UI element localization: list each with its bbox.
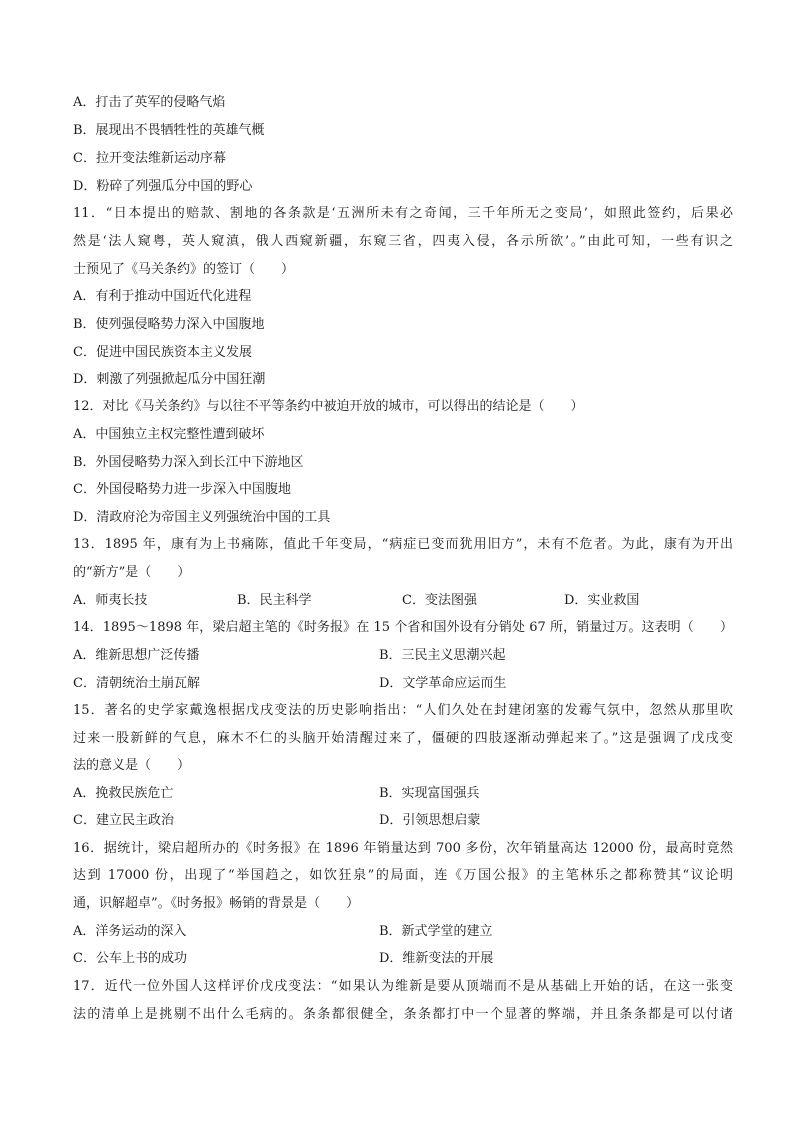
q13-stem-line-2: 的“新方”是（ ） bbox=[73, 565, 191, 580]
q15-option-c[interactable]: C．建立民主政治 bbox=[73, 813, 174, 828]
q12-option-c[interactable]: C．外国侵略势力进一步深入中国腹地 bbox=[73, 482, 291, 497]
q15-option-b[interactable]: B．实现富国强兵 bbox=[379, 786, 480, 801]
q15-stem-line-1: 15．著名的史学家戴逸根据戊戌变法的历史影响指出：“人们久处在封建闭塞的发霉气氛中，忽然从那里吹 bbox=[73, 703, 733, 718]
q14-option-d[interactable]: D．文学革命应运而生 bbox=[379, 676, 507, 691]
q13-option-d[interactable]: D．实业救国 bbox=[564, 593, 640, 608]
q11-stem-line-2: 然是‘法人窥粤，英人窥滇，俄人西窥新疆，东窥三省，四夷入侵，各示所欲’。”由此可知，一些有识之 bbox=[73, 234, 733, 249]
q12-option-d[interactable]: D．清政府沦为帝国主义列强统治中国的工具 bbox=[73, 510, 331, 525]
q16-option-a[interactable]: A．洋务运动的深入 bbox=[73, 924, 187, 939]
q11-stem-line-1: 11．“日本提出的赔款、割地的各条款是‘五洲所未有之奇闻，三千年所无之变局’，如照此签约，后果必 bbox=[73, 206, 733, 221]
q14-option-a[interactable]: A．维新思想广泛传播 bbox=[73, 648, 200, 663]
q15-stem-line-3: 法的意义是（ ） bbox=[73, 758, 191, 773]
q13-option-a[interactable]: A．师夷长技 bbox=[73, 593, 148, 608]
q11-option-b[interactable]: B．使列强侵略势力深入中国腹地 bbox=[73, 317, 265, 332]
q13-option-c[interactable]: C．变法图强 bbox=[402, 593, 477, 608]
q16-stem-line-1: 16．据统计，梁启超所办的《时务报》在 1896 年销量达到 700 多份，次年销量高达 12000 份，最高时竟然 bbox=[73, 841, 733, 856]
q10-option-d[interactable]: D．粉碎了列强瓜分中国的野心 bbox=[73, 179, 253, 194]
q16-option-b[interactable]: B．新式学堂的建立 bbox=[379, 924, 493, 939]
q14-stem-line-1: 14．1895～1898 年，梁启超主笔的《时务报》在 15 个省和国外设有分销处 67 所，销量过万。这表明（ ） bbox=[73, 620, 733, 635]
q11-option-c[interactable]: C．促进中国民族资本主义发展 bbox=[73, 345, 252, 360]
q16-option-c[interactable]: C．公车上书的成功 bbox=[73, 951, 187, 966]
q15-stem-line-2: 过来一股新鲜的气息，麻木不仁的头脑开始清醒过来了，僵硬的四肢逐渐动弹起来了。”这是强调了戊戌变 bbox=[73, 731, 733, 746]
q11-option-a[interactable]: A．有利于推动中国近代化进程 bbox=[73, 289, 252, 304]
q14-option-b[interactable]: B．三民主义思潮兴起 bbox=[379, 648, 506, 663]
q12-option-b[interactable]: B．外国侵略势力深入到长江中下游地区 bbox=[73, 455, 304, 470]
q10-option-a[interactable]: A．打击了英军的侵略气焰 bbox=[73, 95, 226, 110]
q11-option-d[interactable]: D．刺激了列强掀起瓜分中国狂潮 bbox=[73, 372, 266, 387]
q15-option-d[interactable]: D．引领思想启蒙 bbox=[379, 813, 481, 828]
q16-stem-line-2: 达到 17000 份，出现了“举国趋之，如饮狂泉”的局面，连《万国公报》的主笔林乐之都称赞其“议论明 bbox=[73, 868, 733, 883]
q12-option-a[interactable]: A．中国独立主权完整性遭到破坏 bbox=[73, 427, 265, 442]
q15-option-a[interactable]: A．挽救民族危亡 bbox=[73, 786, 174, 801]
q17-stem-line-2: 法的清单上是挑剔不出什么毛病的。条条都很健全，条条都打中一个显著的弊端，并且条条都是可以付诸 bbox=[73, 1007, 733, 1022]
q14-option-c[interactable]: C．清朝统治土崩瓦解 bbox=[73, 676, 200, 691]
q10-option-b[interactable]: B．展现出不畏牺牲性的英雄气概 bbox=[73, 123, 265, 138]
q13-option-b[interactable]: B．民主科学 bbox=[237, 593, 312, 608]
q10-option-c[interactable]: C．拉开变法维新运动序幕 bbox=[73, 151, 226, 166]
q16-option-d[interactable]: D．维新变法的开展 bbox=[379, 951, 494, 966]
q13-stem-line-1: 13．1895 年，康有为上书痛陈，值此千年变局，“病症已变而犹用旧方”，未有不危者。为此，康有为开出 bbox=[73, 537, 733, 552]
q11-stem-line-3: 士预见了《马关条约》的签订（ ） bbox=[73, 262, 295, 277]
q17-stem-line-1: 17．近代一位外国人这样评价戊戌变法：“如果认为维新是要从顶端而不是从基础上开始的话，在这一张变 bbox=[73, 979, 733, 994]
q16-stem-line-3: 通，识解超卓”。《时务报》畅销的背景是（ ） bbox=[73, 896, 360, 911]
q12-stem-line-1: 12．对比《马关条约》与以往不平等条约中被迫开放的城市，可以得出的结论是（ ） bbox=[73, 399, 584, 414]
